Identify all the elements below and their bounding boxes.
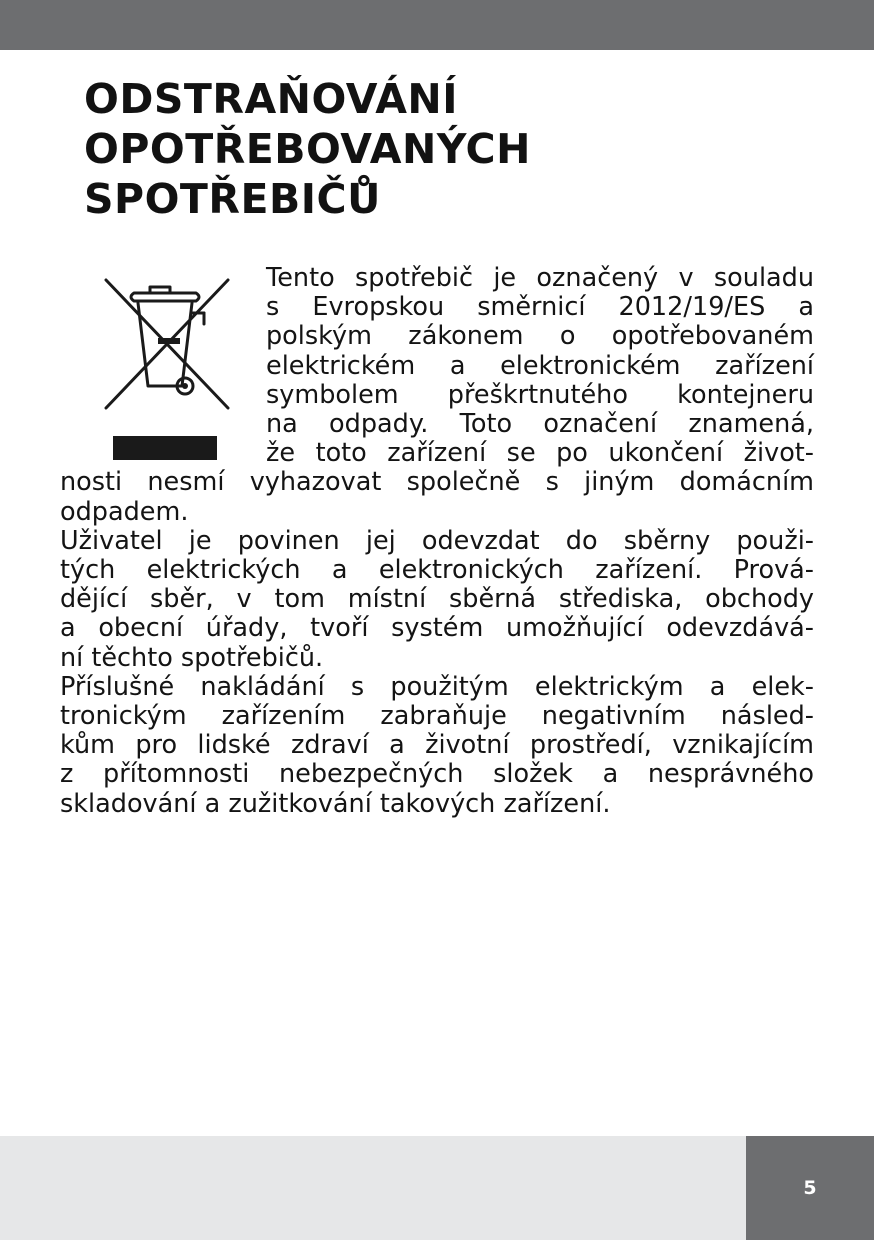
text-line: a obecní úřady, tvoří systém umožňující odevzdává-	[60, 613, 814, 644]
page-number-box	[746, 1136, 874, 1240]
text-line: nosti nesmí vyhazovat společně s jiným domácním	[60, 467, 814, 498]
text-line: tých elektrických a elektronických zařízení. Prová-	[60, 555, 814, 586]
text-line: s Evropskou směrnicí 2012/19/ES a	[266, 292, 814, 323]
text-line: dějící sběr, v tom místní sběrná střediska, obchody	[60, 584, 814, 615]
text-line: symbolem přeškrtnutého kontejneru	[266, 379, 814, 410]
weee-bar	[113, 436, 217, 460]
weee-symbol	[60, 264, 256, 466]
title-line: OPOTŘEBOVANÝCH	[84, 125, 531, 173]
text-line: elektrickém a elektronickém zařízení	[266, 350, 814, 381]
text-line: tronickým zařízením zabraňuje negativním násled-	[60, 701, 814, 732]
text-line: odpadem.	[60, 496, 189, 527]
page-title	[84, 74, 804, 224]
body-text	[60, 264, 814, 819]
title-line: SPOTŘEBIČŮ	[84, 175, 381, 223]
paragraph-3	[60, 673, 814, 819]
header-band	[0, 0, 874, 50]
text-line: Uživatel je povinen jej odevzdat do sběrny použi-	[60, 525, 814, 556]
text-line: Příslušné nakládání s použitým elektrickým a elek-	[60, 671, 814, 702]
paragraph-2	[60, 527, 814, 673]
text-line: Tento spotřebič je označený v souladu	[266, 263, 814, 293]
text-line: ní těchto spotřebičů.	[60, 642, 324, 673]
crossed-out-wheeled-bin-icon	[104, 278, 230, 424]
text-line: polským zákonem o opotřebovaném	[266, 321, 814, 352]
title-line: ODSTRAŇOVÁNÍ	[84, 75, 458, 123]
footer-band	[0, 1136, 746, 1240]
text-line: z přítomnosti nebezpečných složek a nesprávného	[60, 759, 814, 790]
text-line: skladování a zužitkování takových zařízení.	[60, 788, 611, 819]
text-line: na odpady. Toto označení znamená,	[266, 409, 814, 440]
text-line: kům pro lidské zdraví a životní prostředí, vznikajícím	[60, 730, 814, 761]
page-number: 5	[803, 1177, 817, 1199]
text-line: že toto zařízení se po ukončení život-	[266, 438, 814, 469]
